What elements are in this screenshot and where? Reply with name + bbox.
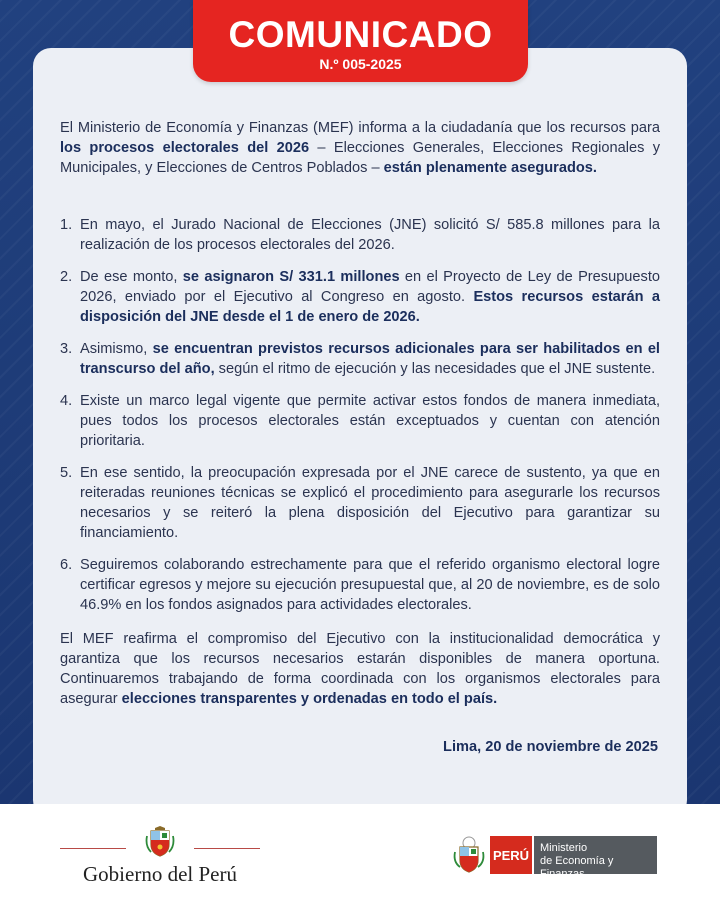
item-bold: se asignaron S/ 331.1 millones: [182, 269, 400, 285]
item-text: De ese monto,: [80, 269, 183, 285]
item-number: 3.: [60, 341, 73, 357]
ministerio-line-2: de Economía y Finanzas: [540, 855, 614, 880]
divider: [60, 848, 126, 849]
gobierno-text: Gobierno del Perú: [83, 862, 237, 886]
peru-badge: PERÚ: [490, 836, 532, 874]
page-title: COMUNICADO: [228, 14, 493, 55]
intro-bold-1: los procesos electorales del 2026: [60, 140, 310, 156]
coat-of-arms-icon: [145, 826, 175, 858]
item-text: Existe un marco legal vigente que permite activar estos fondos de manera inmediata, pues todos los procesos electorales están exceptuados y cuentan con atención prioritaria.: [80, 393, 660, 449]
item-bold: Estos recursos estarán a disposición del JNE desde el 1 de enero de 2026.: [80, 289, 660, 325]
item-number: 4.: [60, 393, 73, 409]
item-number: 5.: [60, 465, 73, 481]
closing-bold: elecciones transparentes y ordenadas en todo el país.: [121, 691, 498, 707]
item-text: según el ritmo de ejecución y las necesidades que el JNE sustente.: [214, 361, 656, 377]
coat-of-arms-icon: [452, 834, 486, 874]
communique-banner: [193, 0, 528, 82]
ministerio-badge: [534, 836, 657, 880]
list-item: [60, 555, 660, 615]
closing-text: El MEF reafirma el compromiso del Ejecutivo con la institucionalidad democrática y garantiza que los recursos necesarios estarán disponibles de manera oportuna. Continuaremos trabajando de forma coordinada con los organismos electorales para asegurar: [60, 631, 660, 707]
item-text: En ese sentido, la preocupación expresada por el JNE carece de sustento, ya que en reiteradas reuniones técnicas se explicó el procedimiento para asegurarle los recursos necesarios y se reiteró la plena disposición del Ejecutivo para garantizar su financiamiento.: [80, 465, 660, 541]
item-text: en el Proyecto de Ley de Presupuesto 2026, enviado por el Ejecutivo al Congreso en agosto.: [80, 269, 661, 305]
communique-number: N.º 005-2025: [319, 56, 402, 72]
list-item: [60, 391, 660, 451]
ministerio-line-1: Ministerio: [540, 842, 588, 854]
item-number: 2.: [60, 269, 73, 285]
item-bold: se encuentran previstos recursos adicionales para ser habilitados en el transcurso del año,: [80, 341, 660, 377]
item-text: En mayo, el Jurado Nacional de Elecciones (JNE) solicitó S/ 585.8 millones para la realización de los procesos electorales del 2026.: [80, 217, 660, 253]
item-text: Seguiremos colaborando estrechamente para que el referido organismo electoral logre certificar egresos y mejore su ejecución presupuestal que, al 20 de noviembre, es de solo 46.9% en los fondos asignados para actividades electorales.: [80, 557, 660, 613]
list-item: [60, 215, 660, 255]
footer: [0, 804, 720, 900]
list-item: [60, 339, 660, 379]
gobierno-logo: [60, 824, 260, 884]
signoff-date: Lima, 20 de noviembre de 2025: [443, 739, 658, 755]
divider: [194, 848, 260, 849]
points-list: [60, 215, 660, 627]
item-number: 6.: [60, 557, 73, 573]
intro-text-2: – Elecciones Generales, Elecciones Regionales y Municipales, y Elecciones de Centros Poblados –: [60, 140, 661, 176]
mef-logo: [452, 834, 662, 880]
intro-paragraph: [60, 118, 660, 178]
list-item: [60, 463, 660, 543]
item-number: 1.: [60, 217, 73, 233]
list-item: [60, 267, 660, 327]
intro-text-1: El Ministerio de Economía y Finanzas (MEF) informa a la ciudadanía que los recursos para: [60, 120, 660, 136]
item-text: Asimismo,: [80, 341, 153, 357]
intro-bold-2: están plenamente asegurados.: [383, 160, 597, 176]
closing-paragraph: [60, 629, 660, 709]
